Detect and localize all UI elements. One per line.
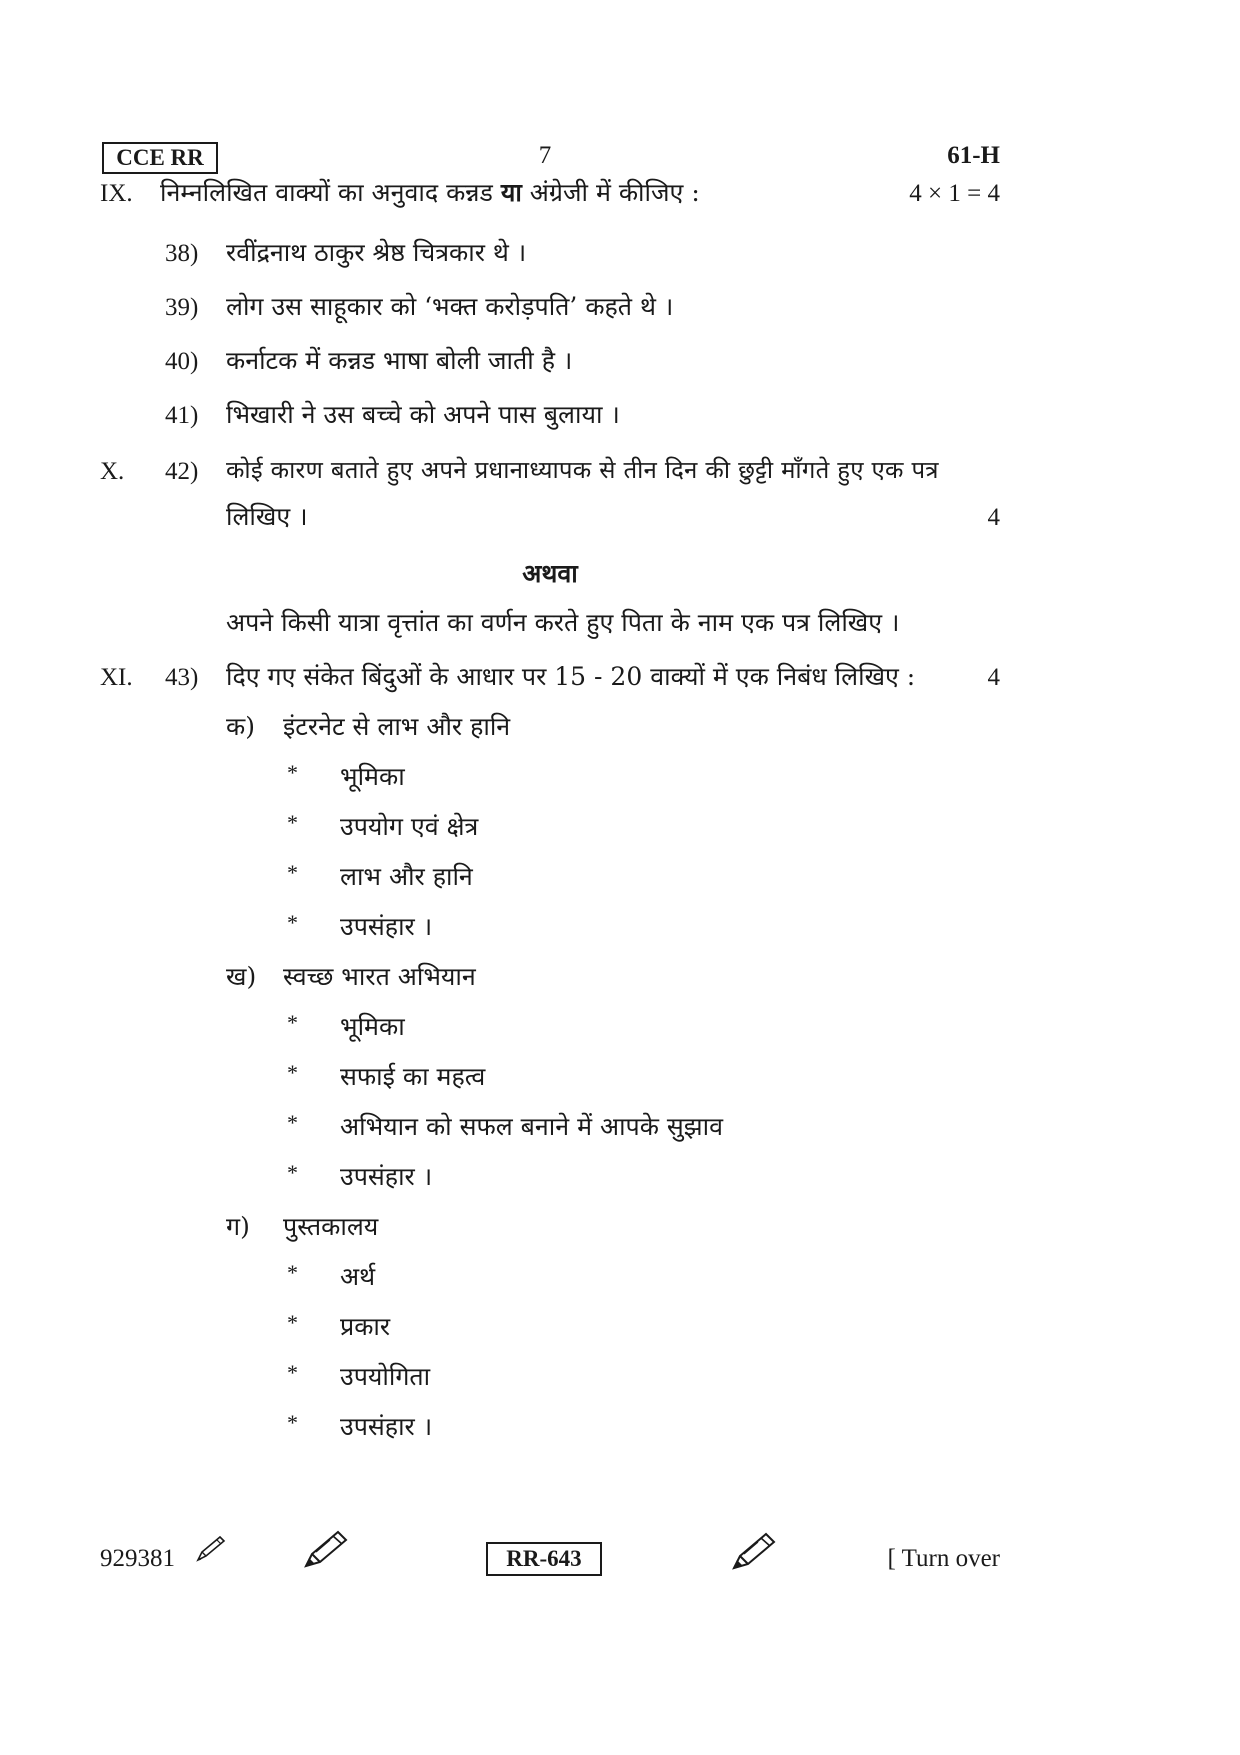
question-40-text: कर्नाटक में कन्नड भाषा बोली जाती है । (226, 346, 573, 375)
question-40-number: 40) (165, 348, 199, 375)
topic-ga-point-1: अर्थ (340, 1262, 376, 1291)
pen-icon (728, 1528, 778, 1574)
pencil-icon (194, 1534, 226, 1564)
question-43-instruction: दिए गए संकेत बिंदुओं के आधार पर 15 - 20 वाक्यों में एक निबंध लिखिए : (226, 662, 916, 691)
topic-kha-point-2: सफाई का महत्व (340, 1062, 486, 1091)
question-42-alternative: अपने किसी यात्रा वृत्तांत का वर्णन करते हुए पिता के नाम एक पत्र लिखिए । (226, 608, 900, 637)
topic-ka-label: क) (226, 712, 255, 741)
topic-kha-title: स्वच्छ भारत अभियान (283, 962, 476, 991)
bullet: * (287, 1110, 298, 1135)
bullet: * (287, 1160, 298, 1185)
topic-ga-point-2: प्रकार (340, 1312, 391, 1341)
question-43-number: 43) (165, 664, 199, 691)
topic-ga-title: पुस्तकालय (283, 1212, 379, 1241)
pen-icon (300, 1526, 350, 1572)
question-38-number: 38) (165, 240, 199, 267)
question-42-number: 42) (165, 458, 199, 485)
instruction-text-a: निम्नलिखित वाक्यों का अनुवाद कन्नड (160, 178, 501, 207)
or-heading: अथवा (522, 559, 578, 588)
topic-kha-point-4: उपसंहार । (340, 1162, 433, 1191)
instruction-or: या (500, 178, 522, 207)
question-38-text: रवींद्रनाथ ठाकुर श्रेष्ठ चित्रकार थे । (226, 238, 527, 267)
topic-kha-label: ख) (226, 962, 257, 991)
bullet: * (287, 860, 298, 885)
section-ix-instruction (160, 178, 700, 208)
question-42-line2: लिखिए । (226, 502, 308, 531)
topic-ga-point-3: उपयोगिता (340, 1362, 431, 1391)
question-42-line1: कोई कारण बताते हुए अपने प्रधानाध्यापक से तीन दिन की छुट्टी माँगते हुए एक पत्र (226, 456, 939, 484)
bullet: * (287, 1310, 298, 1335)
topic-ga-point-4: उपसंहार । (340, 1412, 433, 1441)
topic-ka-title: इंटरनेट से लाभ और हानि (283, 712, 511, 741)
bullet: * (287, 910, 298, 935)
bullet: * (287, 1010, 298, 1035)
bullet: * (287, 810, 298, 835)
bullet: * (287, 1060, 298, 1085)
question-39-text: लोग उस साहूकार को ‘भक्त करोड़पति’ कहते थे । (226, 292, 674, 321)
section-xi-number: XI. (100, 664, 133, 691)
header-code-box: CCE RR (102, 142, 218, 174)
paper-code: 61-H (947, 142, 1000, 169)
question-41-text: भिखारी ने उस बच्चे को अपने पास बुलाया । (226, 400, 620, 429)
section-ix-marks: 4 × 1 = 4 (909, 180, 1000, 207)
section-x-number: X. (100, 458, 125, 485)
topic-ka-point-1: भूमिका (340, 762, 405, 791)
topic-kha-point-3: अभियान को सफल बनाने में आपके सुझाव (340, 1112, 724, 1141)
question-42-marks: 4 (987, 504, 1000, 531)
serial-number: 929381 (100, 1545, 175, 1572)
question-41-number: 41) (165, 402, 199, 429)
footer-code-box: RR-643 (486, 1542, 602, 1576)
bullet: * (287, 1360, 298, 1385)
topic-kha-point-1: भूमिका (340, 1012, 405, 1041)
topic-ka-point-4: उपसंहार । (340, 912, 433, 941)
question-39-number: 39) (165, 294, 199, 321)
bullet: * (287, 760, 298, 785)
topic-ka-point-2: उपयोग एवं क्षेत्र (340, 812, 479, 841)
topic-ka-point-3: लाभ और हानि (340, 862, 473, 891)
page-number: 7 (538, 142, 552, 169)
instruction-text-b: अंग्रेजी में कीजिए : (521, 178, 700, 207)
bullet: * (287, 1410, 298, 1435)
section-ix-number: IX. (100, 180, 133, 207)
question-43-marks: 4 (987, 664, 1000, 691)
turn-over-note: [ Turn over (887, 1545, 1000, 1572)
topic-ga-label: ग) (226, 1212, 250, 1241)
bullet: * (287, 1260, 298, 1285)
